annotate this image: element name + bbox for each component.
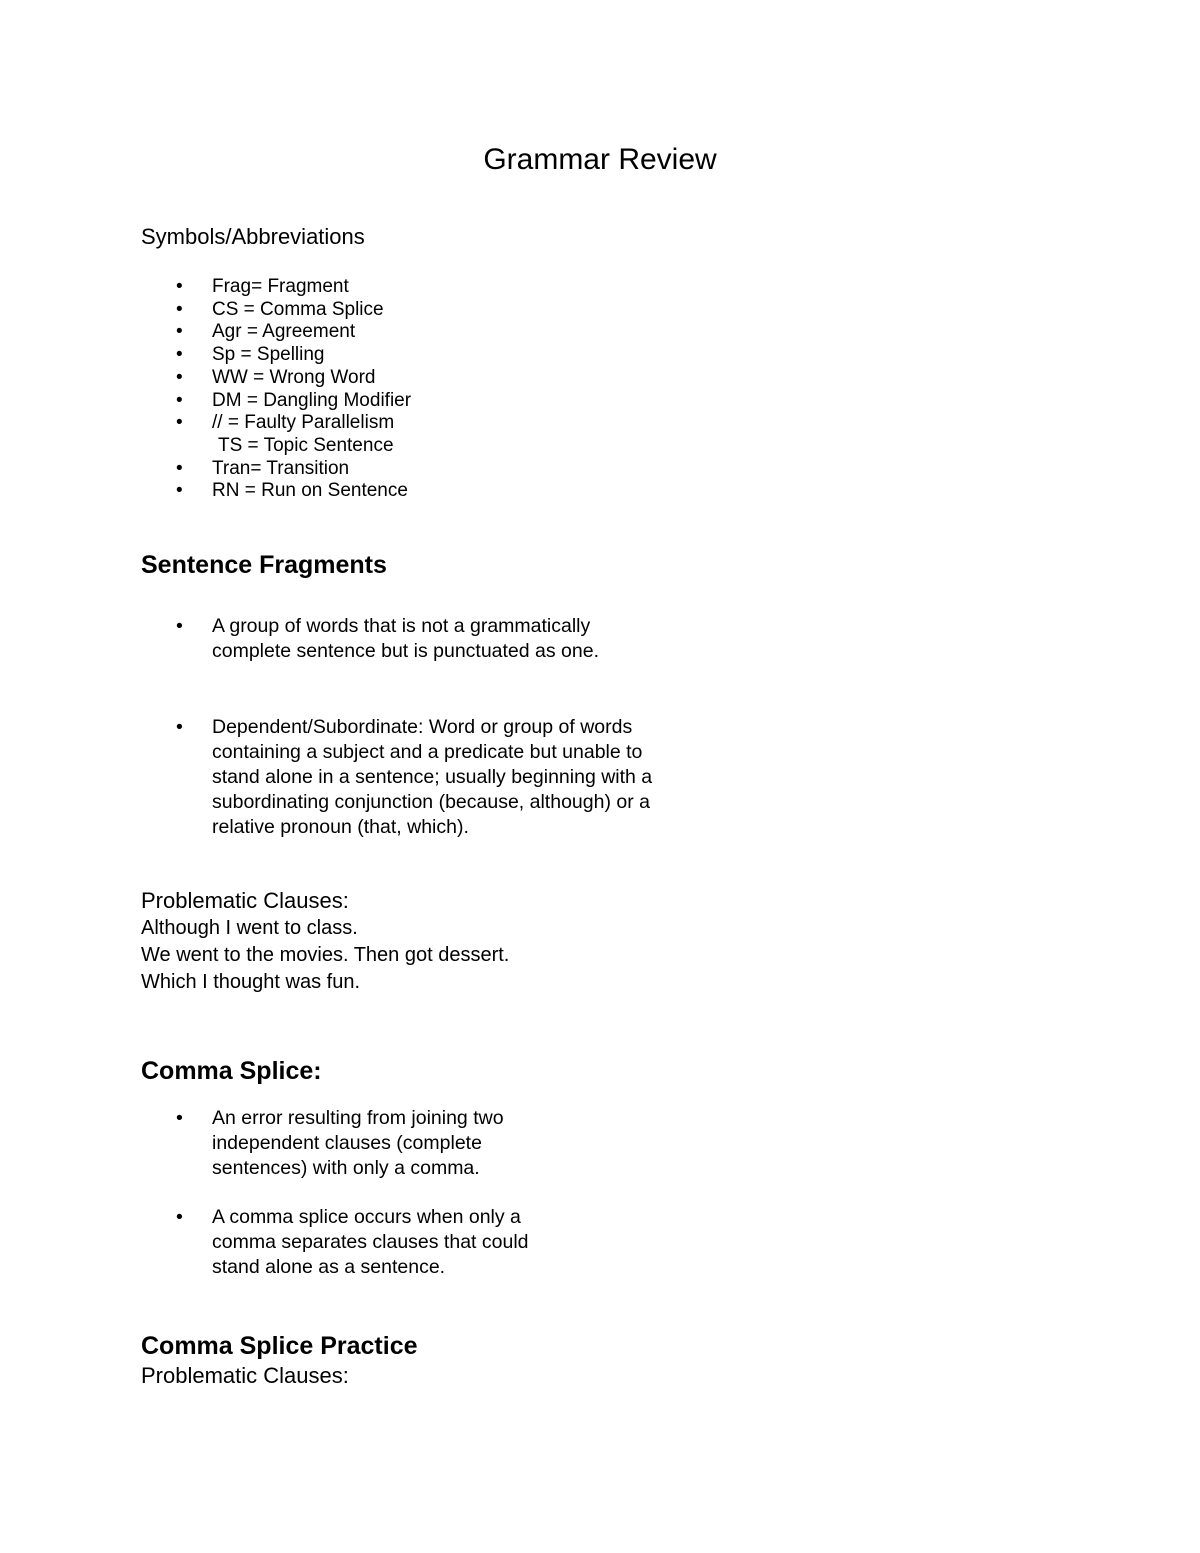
list-item	[141, 276, 411, 299]
comma-splice-heading: Comma Splice:	[141, 1057, 322, 1085]
abbreviation-text: Frag= Fragment	[212, 276, 349, 297]
abbreviation-text: WW = Wrong Word	[212, 366, 376, 388]
example-sentence: Which I thought was fun.	[141, 971, 361, 993]
bullet-icon: •	[176, 298, 183, 320]
example-sentence: Although I went to class.	[141, 917, 358, 939]
list-item	[141, 321, 411, 344]
list-item	[141, 412, 411, 435]
list-item	[141, 614, 641, 664]
abbreviation-text: DM = Dangling Modifier	[212, 389, 412, 411]
abbreviation-text: Agr = Agreement	[212, 321, 356, 343]
list-item	[141, 367, 411, 390]
bullet-icon: •	[176, 412, 183, 434]
comma-splice-point-list	[141, 1106, 561, 1181]
bullet-icon: •	[176, 344, 183, 366]
fragment-point-text: Dependent/Subordinate: Word or group of words containing a subject and a predicate but unable to stand alone in a sentence; usually beginning with a subordinating conjunction (because, although) or a relative pronoun (that, which).	[212, 716, 653, 838]
comma-splice-point-text: An error resulting from joining two independent clauses (complete sentences) with only a comma.	[212, 1107, 504, 1179]
abbreviation-text: CS = Comma Splice	[212, 298, 384, 320]
bullet-icon: •	[176, 1206, 183, 1228]
list-item	[141, 458, 411, 481]
abbreviation-text: // = Faulty Parallelism	[212, 412, 395, 434]
comma-splice-point-text: A comma splice occurs when only a comma separates clauses that could stand alone as a sentence.	[212, 1206, 529, 1278]
bullet-icon: •	[176, 480, 183, 502]
list-item	[141, 344, 411, 367]
list-item	[141, 1106, 561, 1181]
practice-problematic-label: Problematic Clauses:	[141, 1363, 349, 1388]
abbreviation-text: Sp = Spelling	[212, 344, 325, 366]
bullet-icon: •	[176, 321, 183, 343]
abbreviation-list	[141, 276, 411, 503]
list-item	[141, 435, 411, 458]
list-item	[141, 480, 411, 503]
list-item	[141, 299, 411, 322]
list-item	[141, 715, 661, 840]
fragments-point-list	[141, 614, 641, 664]
document-title: Grammar Review	[483, 143, 717, 176]
abbreviation-text: TS = Topic Sentence	[218, 434, 394, 456]
bullet-icon: •	[176, 615, 183, 637]
practice-heading: Comma Splice Practice	[141, 1332, 418, 1360]
symbols-heading: Symbols/Abbreviations	[141, 224, 365, 249]
abbreviation-text: Tran= Transition	[212, 457, 350, 479]
list-item	[141, 390, 411, 413]
bullet-icon: •	[176, 366, 183, 388]
abbreviation-text: RN = Run on Sentence	[212, 480, 408, 502]
bullet-icon: •	[176, 716, 183, 738]
problematic-clauses-label: Problematic Clauses:	[141, 888, 349, 913]
bullet-icon: •	[176, 457, 183, 479]
example-sentence: We went to the movies. Then got dessert.	[141, 944, 510, 966]
fragments-point-list-2	[141, 715, 661, 840]
fragments-heading: Sentence Fragments	[141, 551, 387, 579]
fragment-point-text: A group of words that is not a grammatically complete sentence but is punctuated as one.	[212, 615, 600, 662]
bullet-icon: •	[176, 1107, 183, 1129]
bullet-icon: •	[176, 276, 183, 297]
bullet-icon: •	[176, 389, 183, 411]
list-item	[141, 1205, 581, 1280]
comma-splice-point-list-2	[141, 1205, 581, 1280]
